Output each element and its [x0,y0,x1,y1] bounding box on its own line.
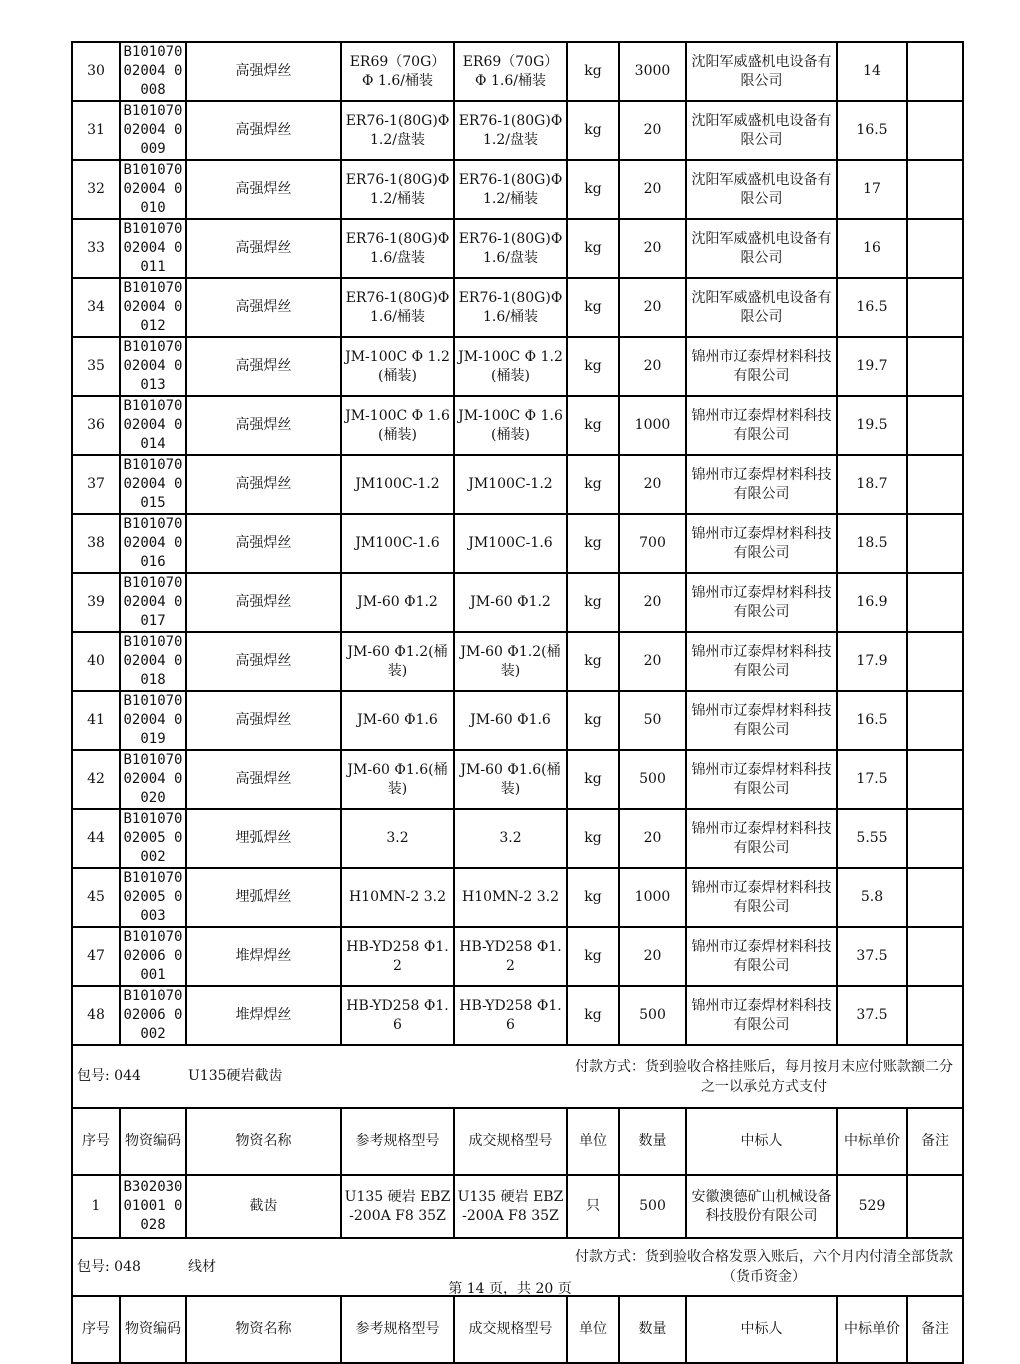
cell-unit: kg [567,42,619,101]
cell-note [907,101,963,160]
payment-terms: 付款方式：货到验收合格挂账后，每月按月末应付账款额二分之一以承兑方式支付 [575,1058,953,1095]
table-row [72,514,963,573]
cell-price: 5.8 [837,868,907,927]
cell-unit: kg [567,101,619,160]
table-row [72,160,963,219]
cell-note [907,455,963,514]
cell-deal: JM100C-1.2 [454,455,567,514]
header-bidder: 中标人 [686,1296,837,1363]
cell-name: 高强焊丝 [186,396,341,455]
table-row [72,42,963,101]
table-row [72,986,963,1045]
header-note: 备注 [907,1108,963,1175]
cell-ref: 3.2 [341,809,454,868]
cell-deal: H10MN-2 3.2 [454,868,567,927]
cell-ref: JM100C-1.2 [341,455,454,514]
cell-no: 39 [72,573,120,632]
cell-note [907,927,963,986]
cell-unit: kg [567,455,619,514]
cell-bidder: 锦州市辽泰焊材料科技有限公司 [686,691,837,750]
cell-deal: ER76-1(80G)Φ 1.2/盘装 [454,101,567,160]
table-row [72,337,963,396]
cell-bidder: 锦州市辽泰焊材料科技有限公司 [686,455,837,514]
cell-code: B30203001001 0028 [120,1175,186,1238]
cell-deal: HB-YD258 Φ1.6 [454,986,567,1045]
cell-note [907,278,963,337]
cell-code: B10107002004 0014 [120,396,186,455]
cell-price: 37.5 [837,986,907,1045]
cell-unit: kg [567,809,619,868]
table-row [72,219,963,278]
package-name: U135硬岩截齿 [186,1045,454,1108]
cell-price: 18.5 [837,514,907,573]
cell-qty: 20 [619,927,686,986]
header-note: 备注 [907,1296,963,1363]
cell-bidder: 锦州市辽泰焊材料科技有限公司 [686,927,837,986]
cell-price: 5.55 [837,809,907,868]
cell-ref: JM-60 Φ1.6 [341,691,454,750]
cell-deal: U135 硬岩 EBZ-200A F8 35Z [454,1175,567,1238]
cell-code: B10107002004 0018 [120,632,186,691]
cell-note [907,691,963,750]
cell-no: 34 [72,278,120,337]
cell-qty: 20 [619,573,686,632]
cell-bidder: 锦州市辽泰焊材料科技有限公司 [686,986,837,1045]
cell-ref: ER76-1(80G)Φ 1.2/桶装 [341,160,454,219]
cell-name: 高强焊丝 [186,278,341,337]
cell-bidder: 沈阳军威盛机电设备有限公司 [686,278,837,337]
cell-deal: JM100C-1.6 [454,514,567,573]
cell-name: 埋弧焊丝 [186,868,341,927]
cell-name: 高强焊丝 [186,514,341,573]
cell-qty: 20 [619,455,686,514]
cell-ref: HB-YD258 Φ1.2 [341,927,454,986]
cell-no: 42 [72,750,120,809]
header-ref: 参考规格型号 [341,1108,454,1175]
cell-code: B10107002004 0020 [120,750,186,809]
header-deal: 成交规格型号 [454,1296,567,1363]
cell-no: 45 [72,868,120,927]
cell-unit: kg [567,514,619,573]
cell-unit: kg [567,337,619,396]
cell-bidder: 锦州市辽泰焊材料科技有限公司 [686,337,837,396]
cell-bidder: 沈阳军威盛机电设备有限公司 [686,219,837,278]
package-name: 线材 [186,1238,454,1296]
cell-qty: 20 [619,160,686,219]
cell-price: 529 [837,1175,907,1238]
cell-price: 17.5 [837,750,907,809]
header-price: 中标单价 [837,1296,907,1363]
cell-unit: kg [567,750,619,809]
cell-price: 16.5 [837,101,907,160]
cell-unit: kg [567,986,619,1045]
cell-name: 高强焊丝 [186,160,341,219]
table-row [72,101,963,160]
cell-unit: kg [567,219,619,278]
cell-no: 44 [72,809,120,868]
cell-no: 37 [72,455,120,514]
cell-code: B10107002004 0019 [120,691,186,750]
cell-bidder: 锦州市辽泰焊材料科技有限公司 [686,809,837,868]
header-qty: 数量 [619,1108,686,1175]
cell-code: B10107002005 0003 [120,868,186,927]
cell-bidder: 锦州市辽泰焊材料科技有限公司 [686,514,837,573]
cell-code: B10107002004 0009 [120,101,186,160]
cell-name: 高强焊丝 [186,573,341,632]
package-number: 包号: 048 [72,1238,186,1296]
cell-price: 19.5 [837,396,907,455]
cell-qty: 20 [619,101,686,160]
cell-note [907,750,963,809]
cell-no: 31 [72,101,120,160]
cell-qty: 50 [619,691,686,750]
cell-name: 高强焊丝 [186,337,341,396]
cell-note [907,337,963,396]
cell-name: 高强焊丝 [186,632,341,691]
cell-name: 高强焊丝 [186,455,341,514]
cell-qty: 500 [619,1175,686,1238]
cell-deal: JM-100C Φ 1.6(桶装) [454,396,567,455]
cell-deal: JM-100C Φ 1.2(桶装) [454,337,567,396]
cell-unit: kg [567,632,619,691]
cell-code: B10107002004 0011 [120,219,186,278]
cell-qty: 500 [619,986,686,1045]
cell-note [907,868,963,927]
package-number: 包号: 044 [72,1045,186,1108]
cell-ref: ER69（70G）Φ 1.6/桶装 [341,42,454,101]
cell-name: 高强焊丝 [186,750,341,809]
header-no: 序号 [72,1108,120,1175]
cell-no: 1 [72,1175,120,1238]
cell-ref: U135 硬岩 EBZ-200A F8 35Z [341,1175,454,1238]
cell-ref: JM-60 Φ1.2(桶装) [341,632,454,691]
cell-name: 堆焊焊丝 [186,927,341,986]
cell-ref: JM-100C Φ 1.6(桶装) [341,396,454,455]
header-unit: 单位 [567,1108,619,1175]
table-row [72,396,963,455]
cell-bidder: 锦州市辽泰焊材料科技有限公司 [686,868,837,927]
page-footer: 第 14 页，共 20 页 [448,1281,572,1297]
cell-bidder: 沈阳军威盛机电设备有限公司 [686,42,837,101]
cell-bidder: 锦州市辽泰焊材料科技有限公司 [686,632,837,691]
cell-note [907,573,963,632]
cell-qty: 1000 [619,868,686,927]
cell-deal: 3.2 [454,809,567,868]
cell-code: B10107002006 0002 [120,986,186,1045]
table-row [72,809,963,868]
cell-qty: 20 [619,219,686,278]
header-code: 物资编码 [120,1296,186,1363]
cell-price: 16.5 [837,278,907,337]
cell-note [907,160,963,219]
cell-unit: kg [567,160,619,219]
cell-qty: 20 [619,337,686,396]
table-row [72,927,963,986]
cell-no: 36 [72,396,120,455]
cell-deal: JM-60 Φ1.6 [454,691,567,750]
cell-deal: ER76-1(80G)Φ 1.2/桶装 [454,160,567,219]
table-row [72,1175,963,1238]
cell-price: 16 [837,219,907,278]
header-row [72,1296,963,1363]
cell-price: 16.9 [837,573,907,632]
cell-unit: kg [567,691,619,750]
table-row [72,455,963,514]
cell-name: 高强焊丝 [186,219,341,278]
bid-results-table [71,41,964,1364]
cell-note [907,514,963,573]
cell-bidder: 锦州市辽泰焊材料科技有限公司 [686,396,837,455]
cell-note [907,986,963,1045]
cell-ref: H10MN-2 3.2 [341,868,454,927]
table-row [72,691,963,750]
header-code: 物资编码 [120,1108,186,1175]
cell-no: 33 [72,219,120,278]
header-price: 中标单价 [837,1108,907,1175]
header-bidder: 中标人 [686,1108,837,1175]
cell-unit: kg [567,927,619,986]
cell-code: B10107002005 0002 [120,809,186,868]
cell-unit: 只 [567,1175,619,1238]
cell-note [907,396,963,455]
cell-no: 48 [72,986,120,1045]
cell-name: 高强焊丝 [186,691,341,750]
cell-no: 32 [72,160,120,219]
header-name: 物资名称 [186,1296,341,1363]
cell-deal: JM-60 Φ1.6(桶装) [454,750,567,809]
cell-qty: 20 [619,278,686,337]
cell-no: 30 [72,42,120,101]
cell-bidder: 安徽澳德矿山机械设备科技股份有限公司 [686,1175,837,1238]
header-ref: 参考规格型号 [341,1296,454,1363]
table-row [72,278,963,337]
cell-ref: ER76-1(80G)Φ 1.6/盘装 [341,219,454,278]
cell-price: 19.7 [837,337,907,396]
cell-name: 高强焊丝 [186,101,341,160]
cell-name: 埋弧焊丝 [186,809,341,868]
cell-code: B10107002004 0016 [120,514,186,573]
cell-deal: ER76-1(80G)Φ 1.6/桶装 [454,278,567,337]
cell-name: 截齿 [186,1175,341,1238]
cell-note [907,632,963,691]
cell-qty: 700 [619,514,686,573]
cell-ref: ER76-1(80G)Φ 1.2/盘装 [341,101,454,160]
cell-unit: kg [567,396,619,455]
cell-note [907,1175,963,1238]
table-row [72,632,963,691]
cell-unit: kg [567,278,619,337]
cell-name: 高强焊丝 [186,42,341,101]
cell-price: 17 [837,160,907,219]
cell-ref: JM-60 Φ1.6(桶装) [341,750,454,809]
cell-ref: JM-60 Φ1.2 [341,573,454,632]
cell-unit: kg [567,573,619,632]
cell-note [907,219,963,278]
cell-no: 38 [72,514,120,573]
cell-code: B10107002004 0017 [120,573,186,632]
cell-code: B10107002004 0012 [120,278,186,337]
cell-bidder: 锦州市辽泰焊材料科技有限公司 [686,750,837,809]
cell-price: 17.9 [837,632,907,691]
cell-deal: ER76-1(80G)Φ 1.6/盘装 [454,219,567,278]
cell-no: 47 [72,927,120,986]
table-row [72,868,963,927]
header-deal: 成交规格型号 [454,1108,567,1175]
header-qty: 数量 [619,1296,686,1363]
cell-deal: HB-YD258 Φ1.2 [454,927,567,986]
cell-no: 40 [72,632,120,691]
payment-terms: 付款方式：货到验收合格发票入账后，六个月内付清全部货款（货币资金） [575,1249,953,1285]
cell-code: B10107002004 0010 [120,160,186,219]
table-row [72,573,963,632]
cell-qty: 20 [619,809,686,868]
header-unit: 单位 [567,1296,619,1363]
cell-qty: 20 [619,632,686,691]
header-name: 物资名称 [186,1108,341,1175]
cell-bidder: 锦州市辽泰焊材料科技有限公司 [686,573,837,632]
package-row [72,1045,963,1108]
cell-ref: HB-YD258 Φ1.6 [341,986,454,1045]
cell-no: 41 [72,691,120,750]
cell-qty: 1000 [619,396,686,455]
cell-price: 16.5 [837,691,907,750]
cell-no: 35 [72,337,120,396]
cell-qty: 500 [619,750,686,809]
cell-bidder: 沈阳军威盛机电设备有限公司 [686,101,837,160]
cell-code: B10107002004 0013 [120,337,186,396]
cell-ref: JM-100C Φ 1.2(桶装) [341,337,454,396]
header-no: 序号 [72,1296,120,1363]
cell-bidder: 沈阳军威盛机电设备有限公司 [686,160,837,219]
cell-code: B10107002004 0008 [120,42,186,101]
cell-name: 堆焊焊丝 [186,986,341,1045]
cell-deal: JM-60 Φ1.2(桶装) [454,632,567,691]
cell-note [907,809,963,868]
cell-deal: JM-60 Φ1.2 [454,573,567,632]
cell-unit: kg [567,868,619,927]
cell-price: 18.7 [837,455,907,514]
cell-deal: ER69（70G）Φ 1.6/桶装 [454,42,567,101]
cell-code: B10107002006 0001 [120,927,186,986]
cell-price: 14 [837,42,907,101]
table-row [72,750,963,809]
cell-ref: ER76-1(80G)Φ 1.6/桶装 [341,278,454,337]
cell-note [907,42,963,101]
cell-qty: 3000 [619,42,686,101]
cell-ref: JM100C-1.6 [341,514,454,573]
header-row [72,1108,963,1175]
cell-code: B10107002004 0015 [120,455,186,514]
cell-price: 37.5 [837,927,907,986]
